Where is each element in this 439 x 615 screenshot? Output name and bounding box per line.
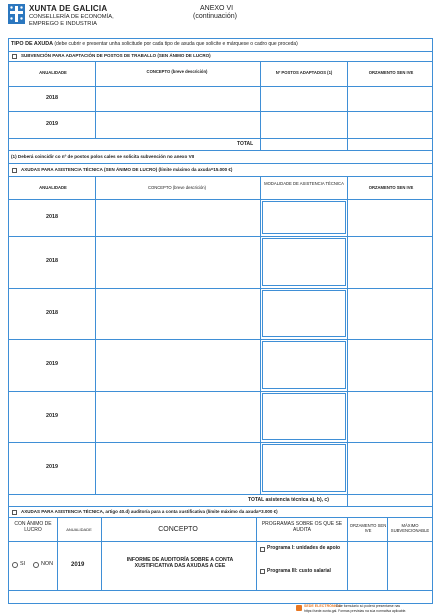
modality-field-2[interactable] xyxy=(262,238,346,286)
divider xyxy=(57,517,58,590)
divider xyxy=(387,517,388,590)
s1-col-annuality: ANUALIDADE xyxy=(39,70,67,75)
s2-year-4: 2019 xyxy=(46,361,58,367)
department-line-2: EMPREGO E INDUSTRIA xyxy=(29,21,97,27)
divider xyxy=(260,176,261,494)
divider xyxy=(8,391,433,392)
s3-year: 2019 xyxy=(71,562,85,568)
radio-yes-icon[interactable] xyxy=(12,562,18,568)
section2-checkbox[interactable] xyxy=(12,168,17,173)
xunta-logo-icon xyxy=(8,4,25,24)
radio-no-label: NON xyxy=(41,561,53,567)
section3-checkbox[interactable] xyxy=(12,510,17,515)
program1-label: Programa I: unidades de apoio xyxy=(267,545,341,551)
section3-title: AXUDAS PARA ASISTENCIA TÉCNICA, artigo 40.d) auditoría para a conta xustificativa (límite máximo da axuda=3.000 €) xyxy=(21,509,278,514)
s3-col-profit: CON ÁNIMO DE LUCRO xyxy=(14,521,52,533)
s2-year-5: 2019 xyxy=(46,413,58,419)
s3-col-concept: CONCEPTO xyxy=(158,526,198,533)
divider xyxy=(8,288,433,289)
divider xyxy=(8,199,433,200)
s3-col-programs: PROGRAMAS SOBRE OS QUE SE AUDITA xyxy=(261,521,343,533)
program2-checkbox[interactable] xyxy=(260,569,265,574)
divider xyxy=(8,176,433,177)
s3-concept-text: INFORME DE AUDITORÍA SOBRE A CONTA XUSTIFICATIVA DAS AXUDAS A CEE xyxy=(126,557,234,569)
s2-col-concept: CONCEPTO (breve descrición) xyxy=(147,185,207,190)
modality-field-5[interactable] xyxy=(262,393,346,440)
aid-type-label: TIPO DE AXUDA (debe cubrir e presentar unha solicitude por cada tipo de axuda que solicite e márquese o cadro que proceda) xyxy=(11,41,298,47)
s3-col-max: MÁXIMO SUBVENCIONABLE xyxy=(390,523,430,533)
s1-footnote: (1) Deberá coincidir co nº de postos polos cales se solicita subvención no anexo VII xyxy=(11,154,195,159)
divider xyxy=(8,236,433,237)
divider xyxy=(347,61,348,150)
program1-checkbox[interactable] xyxy=(260,547,265,552)
s2-year-2: 2018 xyxy=(46,258,58,264)
divider xyxy=(8,442,433,443)
s3-col-budget: ORZAMENTO SEN IVE xyxy=(349,523,387,533)
s3-col-annuality: ANUALIDADE xyxy=(66,527,92,532)
divider xyxy=(8,150,433,151)
s2-year-3: 2018 xyxy=(46,310,58,316)
divider xyxy=(8,339,433,340)
s2-col-budget: ORZAMENTO SEN IVE xyxy=(368,185,414,190)
divider xyxy=(8,86,433,87)
department-line-1: CONSELLERÍA DE ECONOMÍA, xyxy=(29,14,114,20)
s2-total-label: TOTAL asistencia técnica a), b), c) xyxy=(248,497,329,503)
modality-field-1[interactable] xyxy=(262,201,346,234)
divider xyxy=(8,494,433,495)
divider xyxy=(8,541,433,542)
s1-year-2: 2019 xyxy=(46,121,58,127)
divider xyxy=(8,506,433,507)
divider xyxy=(95,176,96,494)
divider xyxy=(95,61,96,138)
aid-type-instruction: (debe cubrir e presentar unha solicitude por cada tipo de axuda que solicite e márquese o cadro que proceda) xyxy=(54,41,298,47)
radio-yes-label: SI xyxy=(20,561,26,567)
annex-title: ANEXO VI xyxy=(200,5,234,12)
modality-field-3[interactable] xyxy=(262,290,346,337)
sede-text-2: https://sede.xunta.gal. Formas previstas na súa normativa aplicable. xyxy=(304,609,407,613)
divider xyxy=(256,517,257,590)
divider xyxy=(260,61,261,150)
org-name: XUNTA DE GALICIA xyxy=(29,4,108,13)
s1-total-label: TOTAL xyxy=(237,141,254,147)
section1-title: SUBVENCIÓN PARA ADAPTACIÓN DE POSTOS DE TRABALLO (SEN ÁNIMO DE LUCRO) xyxy=(21,53,211,58)
s2-col-annuality: ANUALIDADE xyxy=(39,185,67,190)
divider xyxy=(8,61,433,62)
section2-title: AXUDAS PARA ASISTENCIA TÉCNICA (SEN ÁNIMO DE LUCRO) (límite máximo da axuda=15.000 €) xyxy=(21,167,233,172)
s2-year-1: 2018 xyxy=(46,214,58,220)
form-frame xyxy=(8,38,433,604)
s2-year-6: 2019 xyxy=(46,464,58,470)
divider xyxy=(8,111,433,112)
annex-subtitle: (continuación) xyxy=(193,13,237,20)
radio-no-icon[interactable] xyxy=(33,562,39,568)
sede-electronica-icon xyxy=(296,605,302,611)
divider xyxy=(8,163,433,164)
modality-field-4[interactable] xyxy=(262,341,346,389)
divider xyxy=(8,51,433,52)
divider xyxy=(347,517,348,590)
divider xyxy=(8,590,433,591)
s1-col-budget: ORZAMENTO SEN IVE xyxy=(368,70,414,75)
divider xyxy=(8,138,433,139)
s2-col-modality: MODALIDADE DE ASISTENCIA TÉCNICA xyxy=(264,181,344,186)
s1-year-1: 2018 xyxy=(46,95,58,101)
s1-col-concept: CONCEPTO (breve descrición) xyxy=(146,69,208,74)
sede-label: SEDE ELECTRÓNICA xyxy=(304,604,341,608)
modality-field-6[interactable] xyxy=(262,444,346,492)
sede-text-1: Este formulario só poderá presentarse nas xyxy=(336,604,401,608)
program2-label: Programa III: custo salarial xyxy=(267,568,331,574)
divider xyxy=(347,176,348,506)
s1-col-posts: Nº POSTOS ADAPTADOS (1) xyxy=(275,70,333,75)
divider xyxy=(101,517,102,590)
section1-checkbox[interactable] xyxy=(12,54,17,59)
divider xyxy=(8,517,433,518)
